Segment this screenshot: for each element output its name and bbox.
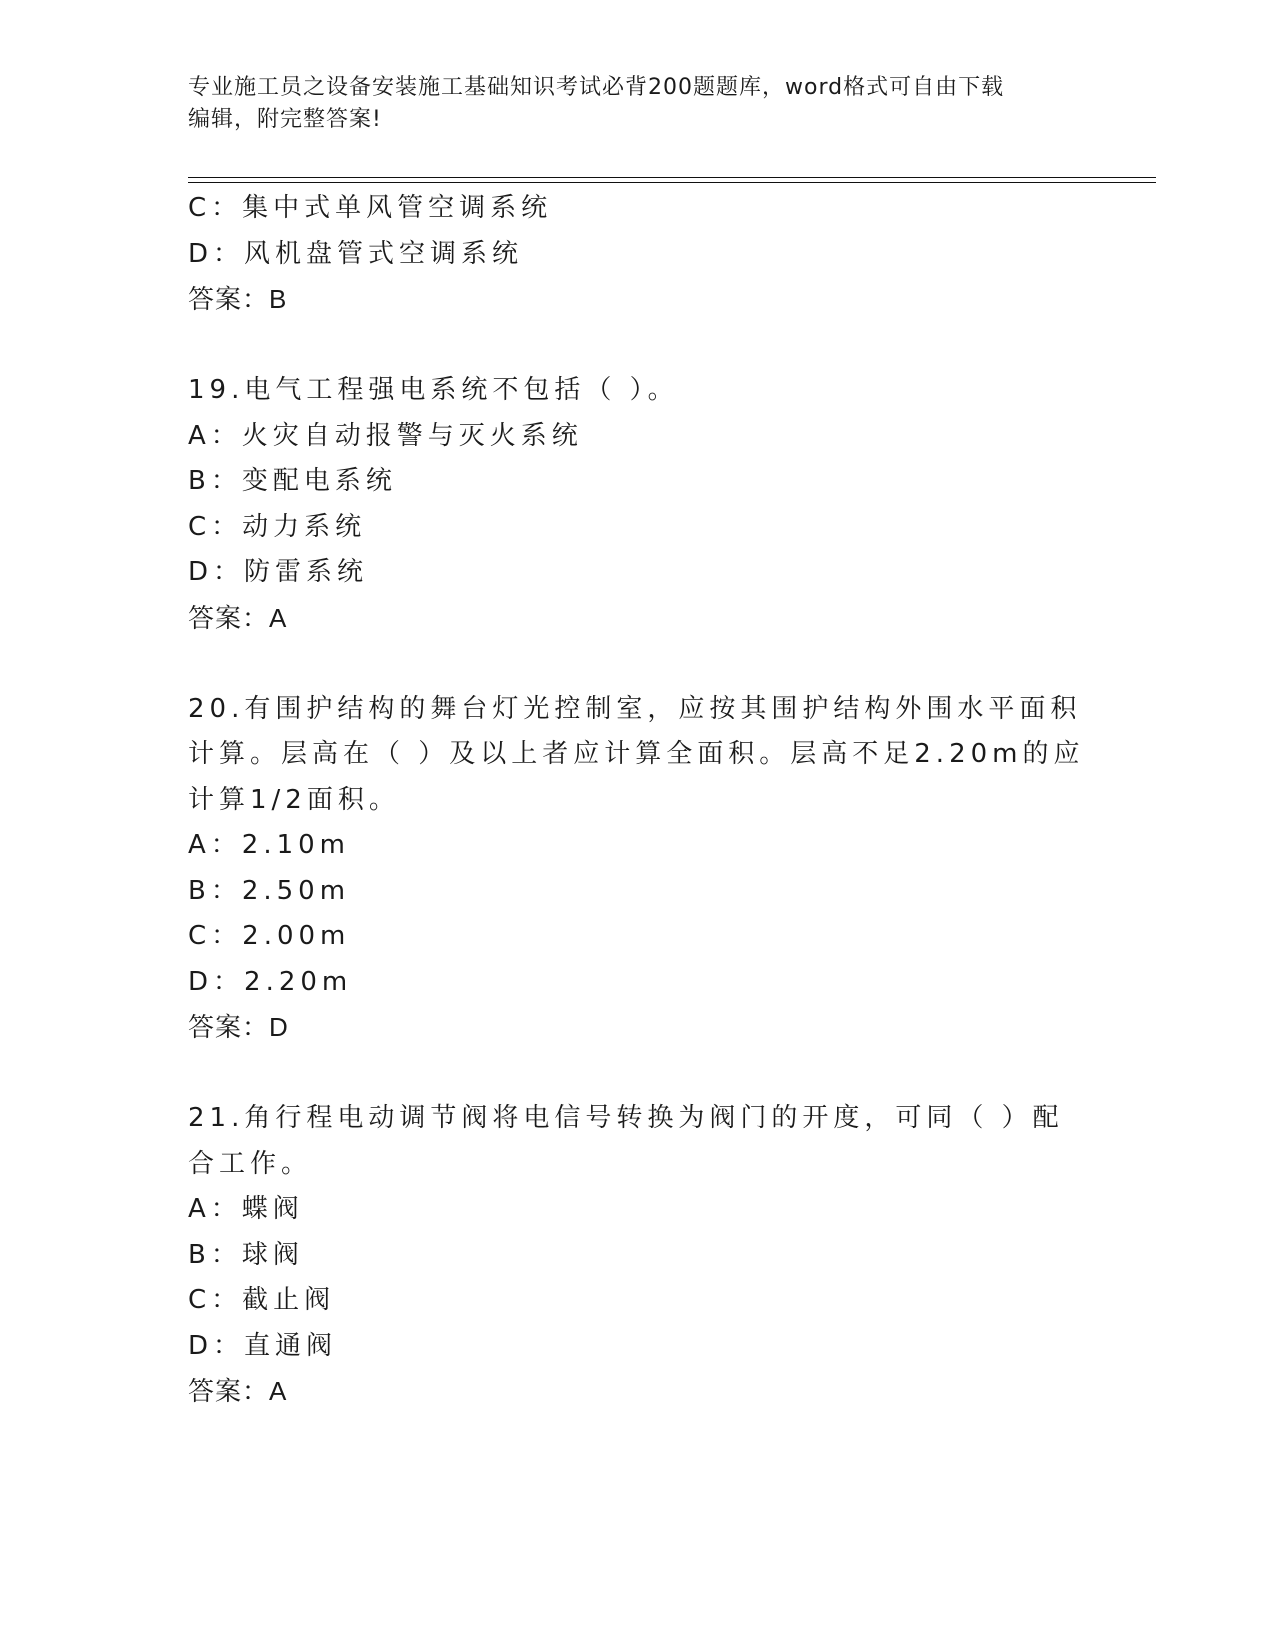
option-a: A：火灾自动报警与灭火系统 (188, 420, 583, 451)
question-block-18 (188, 186, 1088, 323)
question-list (188, 186, 1088, 1415)
answer-line: 答案：A (188, 602, 288, 633)
option-a: A：2.10m (188, 830, 351, 860)
option-a: A：蝶阀 (188, 1194, 304, 1224)
option-c: C：动力系统 (188, 511, 367, 542)
question-block-19 (188, 368, 1088, 641)
answer-line: 答案：D (188, 1012, 289, 1042)
option-c: C：2.00m (188, 921, 351, 951)
answer-line: 答案：B (188, 284, 288, 314)
option-c: C：截止阀 (188, 1285, 336, 1315)
question-block-21 (188, 1096, 1088, 1415)
document-header (188, 72, 1088, 136)
option-d: D：防雷系统 (188, 557, 369, 587)
option-b: B：2.50m (188, 875, 351, 906)
question-text: 20.有围护结构的舞台灯光控制室，应按其围护结构外围水平面积计算。层高在（ ）及以上者应计算全面积。层高不足2.20m的应计算1/2面积。 (188, 693, 1085, 815)
question-text: 21.角行程电动调节阀将电信号转换为阀门的开度，可同（ ）配合工作。 (188, 1103, 1064, 1179)
header-divider-bottom (188, 182, 1156, 183)
option-b: B：球阀 (188, 1239, 304, 1270)
header-divider-top (188, 177, 1156, 178)
spacer (188, 1051, 1088, 1097)
option-b: B：变配电系统 (188, 466, 397, 496)
question-text: 19.电气工程强电系统不包括（ ）。 (188, 375, 679, 405)
spacer (188, 323, 1088, 369)
header-title-line-2: 编辑，附完整答案! (188, 107, 382, 132)
answer-line: 答案：A (188, 1376, 288, 1406)
header-title-line-1: 专业施工员之设备安装施工基础知识考试必背200题题库，word格式可自由下载 (188, 75, 1005, 100)
option-d: D：直通阀 (188, 1330, 338, 1361)
spacer (188, 641, 1088, 687)
option-d: D：风机盘管式空调系统 (188, 238, 524, 269)
question-block-20 (188, 687, 1088, 1051)
option-d: D：2.20m (188, 966, 353, 997)
option-c: C：集中式单风管空调系统 (188, 193, 553, 223)
